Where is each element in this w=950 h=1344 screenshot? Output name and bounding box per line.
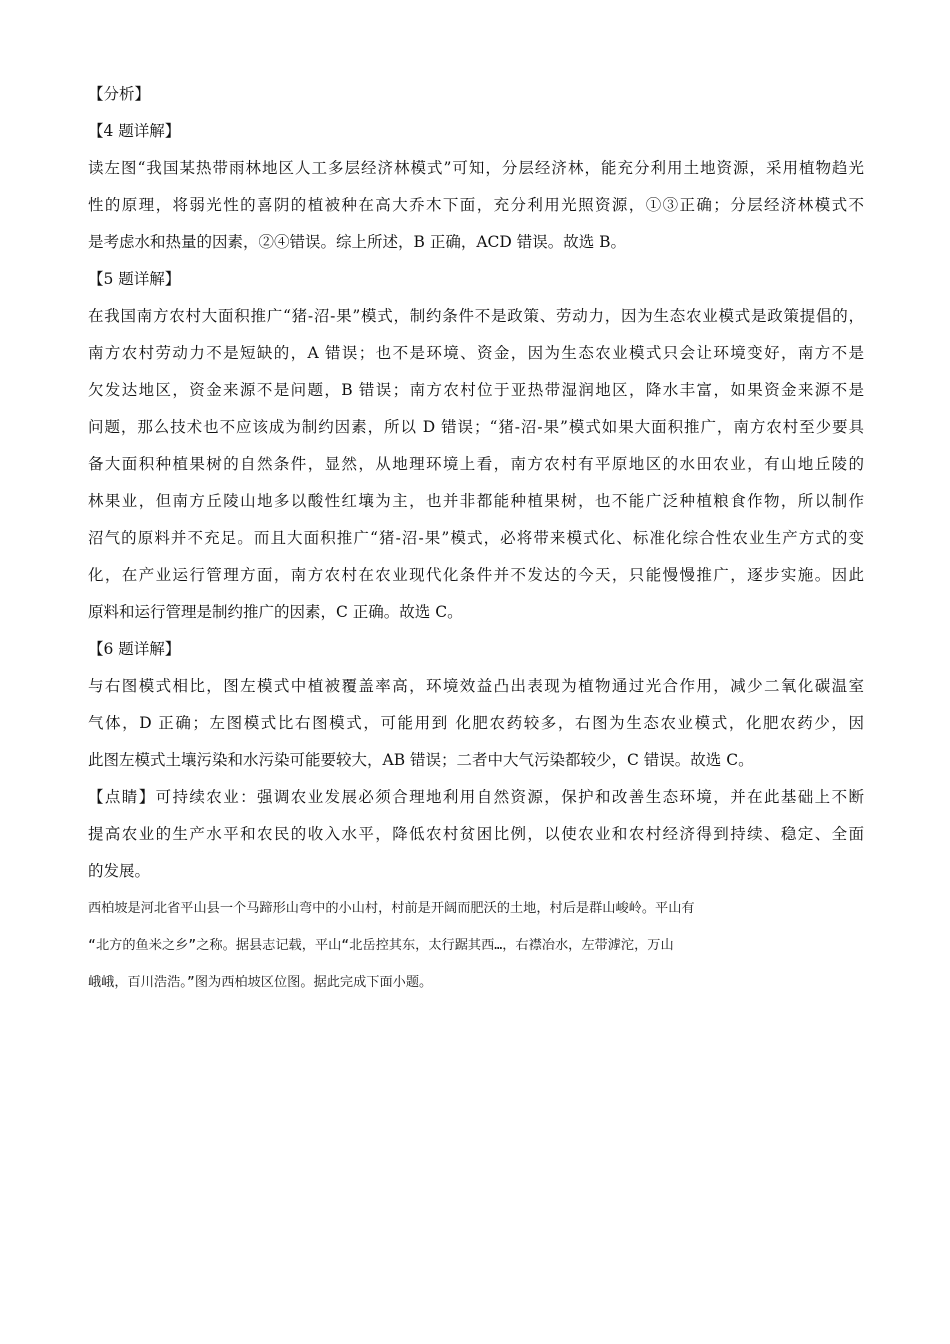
q5-heading: 【5 题详解】 bbox=[88, 270, 181, 288]
q4-line: 是考虑水和热量的因素，②④错误。综上所述，B 正确，ACD 错误。故选 B。 bbox=[88, 233, 627, 251]
q5-line: 欠发达地区，资金来源不是问题，B 错误；南方农村位于亚热带湿润地区，降水丰富，如果资金来源不是 bbox=[88, 381, 864, 399]
dianjing-label: 【点睛】 bbox=[88, 788, 156, 806]
q6-line: 与右图模式相比，图左模式中植被覆盖率高，环境效益凸出表现为植物通过光合作用，减少二氧化碳温室 bbox=[88, 677, 864, 695]
passage-line: 西柏坡是河北省平山县一个马蹄形山弯中的小山村，村前是开阔而肥沃的土地，村后是群山峻岭。平山有 bbox=[88, 901, 695, 916]
passage-line: “北方的鱼米之乡”之称。据县志记载，平山“北岳控其东，太行踞其西…，右襟冶水，左带滹沱，万山 bbox=[88, 938, 674, 953]
q5-line: 南方农村劳动力不是短缺的，A 错误；也不是环境、资金，因为生态农业模式只会让环境变好，南方不是 bbox=[88, 344, 864, 362]
q5-line: 备大面积种植果树的自然条件，显然，从地理环境上看，南方农村有平原地区的水田农业，有山地丘陵的 bbox=[88, 455, 864, 473]
q4-paragraph bbox=[88, 150, 864, 261]
dianjing-line: 提高农业的生产水平和农民的收入水平，降低农村贫困比例，以使农业和农村经济得到持续、稳定、全面 bbox=[88, 825, 864, 843]
dianjing-paragraph bbox=[88, 779, 864, 890]
q5-paragraph bbox=[88, 298, 864, 631]
q4-heading: 【4 题详解】 bbox=[88, 122, 181, 140]
dianjing-line: 的发展。 bbox=[88, 862, 151, 880]
q5-line: 沼气的原料并不充足。而且大面积推广“猪-沼-果”模式，必将带来模式化、标准化综合性农业生产方式的变 bbox=[88, 529, 864, 547]
q6-line: 气体，D 正确；左图模式比右图模式，可能用到 化肥农药较多，右图为生态农业模式，化肥农药少，因 bbox=[88, 714, 864, 732]
q5-line: 原料和运行管理是制约推广的因素，C 正确。故选 C。 bbox=[88, 603, 463, 621]
q5-line: 在我国南方农村大面积推广“猪-沼-果”模式，制约条件不是政策、劳动力，因为生态农业模式是政策提倡的， bbox=[88, 307, 864, 325]
document-page bbox=[88, 76, 864, 1001]
q4-line: 读左图“我国某热带雨林地区人工多层经济林模式”可知，分层经济林，能充分利用土地资源，采用植物趋光 bbox=[88, 159, 864, 177]
q5-line: 林果业，但南方丘陵山地多以酸性红壤为主，也并非都能种植果树，也不能广泛种植粮食作物，所以制作 bbox=[88, 492, 864, 510]
dianjing-text: 可持续农业：强调农业发展必须合理地利用自然资源，保护和改善生态环境，并在此基础上不断 bbox=[155, 788, 864, 806]
q5-line: 化，在产业运行管理方面，南方农村在农业现代化条件并不发达的今天，只能慢慢推广，逐步实施。因此 bbox=[88, 566, 864, 584]
q6-line: 此图左模式土壤污染和水污染可能要较大，AB 错误；二者中大气污染都较少，C 错误。故选 C。 bbox=[88, 751, 754, 769]
passage-paragraph bbox=[88, 890, 864, 1001]
q5-line: 问题，那么技术也不应该成为制约因素，所以 D 错误；“猪-沼-果”模式如果大面积推广，南方农村至少要具 bbox=[88, 418, 864, 436]
q4-line: 性的原理，将弱光性的喜阴的植被种在高大乔木下面，充分利用光照资源，①③正确；分层经济林模式不 bbox=[88, 196, 864, 214]
passage-line: 峨峨，百川浩浩。”图为西柏坡区位图。据此完成下面小题。 bbox=[88, 975, 433, 990]
q6-heading: 【6 题详解】 bbox=[88, 640, 181, 658]
dianjing-first-line bbox=[88, 779, 864, 816]
q6-paragraph bbox=[88, 668, 864, 779]
analysis-heading: 【分析】 bbox=[88, 85, 151, 103]
